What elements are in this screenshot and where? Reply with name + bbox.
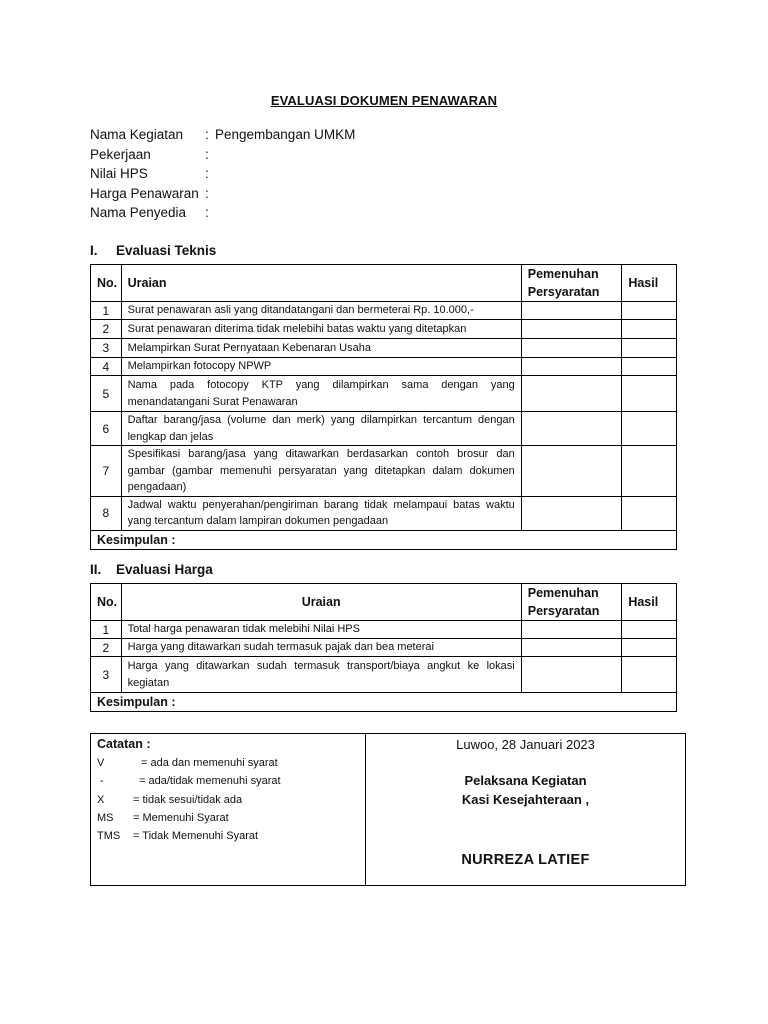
row-hasil-cell [622,376,677,412]
row-text: Total harga penawaran tidak melebihi Nilai HPS [121,621,521,639]
row-number: 1 [91,302,122,320]
table-row [91,657,677,693]
section-title-harga [90,562,213,577]
row-number: 3 [91,657,122,693]
note-item [97,754,359,772]
conclusion-label: Kesimpulan : [91,693,677,712]
info-value: Pengembangan UMKM [215,127,356,142]
row-text: Harga yang ditawarkan sudah termasuk pajak dan bea meterai [121,639,521,657]
table-row [91,376,677,412]
note-desc: = ada/tidak memenuhi syarat [139,775,281,788]
info-colon: : [205,146,209,162]
row-text: Melampirkan fotocopy NPWP [121,358,521,376]
signature-panel [366,734,685,885]
conclusion-label: Kesimpulan : [91,530,677,549]
notes-signature-box [90,733,686,886]
document-title: EVALUASI DOKUMEN PENAWARAN [270,93,498,108]
row-number: 2 [91,320,122,339]
header-pemenuhan: Pemenuhan Persyaratan [521,584,622,621]
info-colon: : [205,205,209,220]
note-item [97,809,359,827]
note-code: TMS [97,830,121,843]
row-hasil-cell [622,302,677,320]
section-title-teknis [90,243,216,258]
header-pemenuhan: Pemenuhan Persyaratan [521,265,622,302]
row-text: Jadwal waktu penyerahan/pengiriman barang tidak melampaui batas waktu yang tercantum dalam lampiran dokumen pengadaan [121,496,521,530]
info-block [90,125,355,223]
note-code: X [97,793,105,806]
conclusion-row [91,530,677,549]
harga-table [90,583,677,712]
section-number: I. [90,243,98,258]
info-row-nama-kegiatan [90,125,355,145]
row-pemenuhan-cell [521,339,622,358]
info-label: Nama Kegiatan [90,127,184,142]
table-row [91,302,677,320]
header-hasil: Hasil [622,584,677,621]
note-desc: = Tidak Memenuhi Syarat [133,830,259,843]
row-pemenuhan-cell [521,621,622,639]
table-row [91,496,677,530]
info-colon: : [205,127,209,142]
row-hasil-cell [622,657,677,693]
row-hasil-cell [622,621,677,639]
signature-role-line1: Pelaksana Kegiatan [464,773,587,788]
header-uraian: Uraian [121,265,521,302]
signature-role-line2: Kasi Kesejahteraan , [461,792,590,807]
info-label: Nilai HPS [90,166,148,181]
table-row [91,412,677,446]
row-pemenuhan-cell [521,657,622,693]
note-item [97,791,359,809]
header-no: No. [91,584,122,621]
row-pemenuhan-cell [521,376,622,412]
row-hasil-cell [622,358,677,376]
note-code: MS [97,811,114,824]
note-desc: = ada dan memenuhi syarat [141,757,278,769]
row-text: Spesifikasi barang/jasa yang ditawarkan berdasarkan contoh brosur dan gambar (gambar memenuhi persyaratan yang ditetapkan dalam dokumen pengadaan) [121,446,521,497]
signature-role [366,771,685,809]
table-row [91,621,677,639]
row-hasil-cell [622,496,677,530]
row-pemenuhan-cell [521,302,622,320]
row-number: 6 [91,412,122,446]
row-pemenuhan-cell [521,446,622,497]
info-label: Pekerjaan [90,146,151,162]
table-row [91,446,677,497]
row-text: Harga yang ditawarkan sudah termasuk transport/biaya angkut ke lokasi kegiatan [121,657,521,693]
notes-panel [91,734,366,885]
info-colon: : [205,185,209,201]
row-pemenuhan-cell [521,358,622,376]
row-text: Daftar barang/jasa (volume dan merk) yang dilampirkan tercantum dengan lengkap dan jelas [121,412,521,446]
row-number: 4 [91,358,122,376]
note-desc: = Memenuhi Syarat [133,811,229,824]
row-number: 7 [91,446,122,497]
row-text: Nama pada fotocopy KTP yang dilampirkan sama dengan yang menandatangani Surat Penawaran [121,376,521,412]
row-text: Surat penawaran diterima tidak melebihi batas waktu yang ditetapkan [121,320,521,339]
info-row-nama-penyedia [90,203,355,223]
section-number: II. [90,562,102,577]
header-no: No. [91,265,122,302]
row-hasil-cell [622,639,677,657]
row-number: 2 [91,639,122,657]
row-pemenuhan-cell [521,320,622,339]
notes-title: Catatan : [97,737,151,751]
conclusion-row [91,693,677,712]
row-hasil-cell [622,339,677,358]
signatory-name: NURREZA LATIEF [461,852,590,868]
header-hasil: Hasil [622,265,677,302]
info-colon: : [205,166,209,181]
teknis-table [90,264,677,550]
table-row [91,339,677,358]
row-pemenuhan-cell [521,639,622,657]
note-item [97,772,359,790]
row-pemenuhan-cell [521,496,622,530]
info-label: Nama Penyedia [90,205,187,220]
signature-date: Luwoo, 28 Januari 2023 [456,737,595,752]
info-row-nilai-hps [90,164,355,184]
table-row [91,320,677,339]
row-number: 3 [91,339,122,358]
info-label: Harga Penawaran [90,185,199,201]
row-number: 8 [91,496,122,530]
info-row-harga-penawaran [90,184,355,204]
row-hasil-cell [622,412,677,446]
table-row [91,358,677,376]
section-title-text: Evaluasi Harga [116,562,213,577]
section-title-text: Evaluasi Teknis [116,243,217,258]
table-header-row [91,265,677,302]
table-header-row [91,584,677,621]
row-pemenuhan-cell [521,412,622,446]
table-row [91,639,677,657]
note-item [97,827,359,845]
note-code: - [100,775,104,788]
info-row-pekerjaan [90,145,355,165]
note-code: V [97,757,105,769]
row-number: 1 [91,621,122,639]
header-uraian: Uraian [121,584,521,621]
row-number: 5 [91,376,122,412]
row-text: Surat penawaran asli yang ditandatangani dan bermeterai Rp. 10.000,- [121,302,521,320]
row-hasil-cell [622,320,677,339]
row-text: Melampirkan Surat Pernyataan Kebenaran Usaha [121,339,521,358]
note-desc: = tidak sesui/tidak ada [133,793,243,806]
row-hasil-cell [622,446,677,497]
